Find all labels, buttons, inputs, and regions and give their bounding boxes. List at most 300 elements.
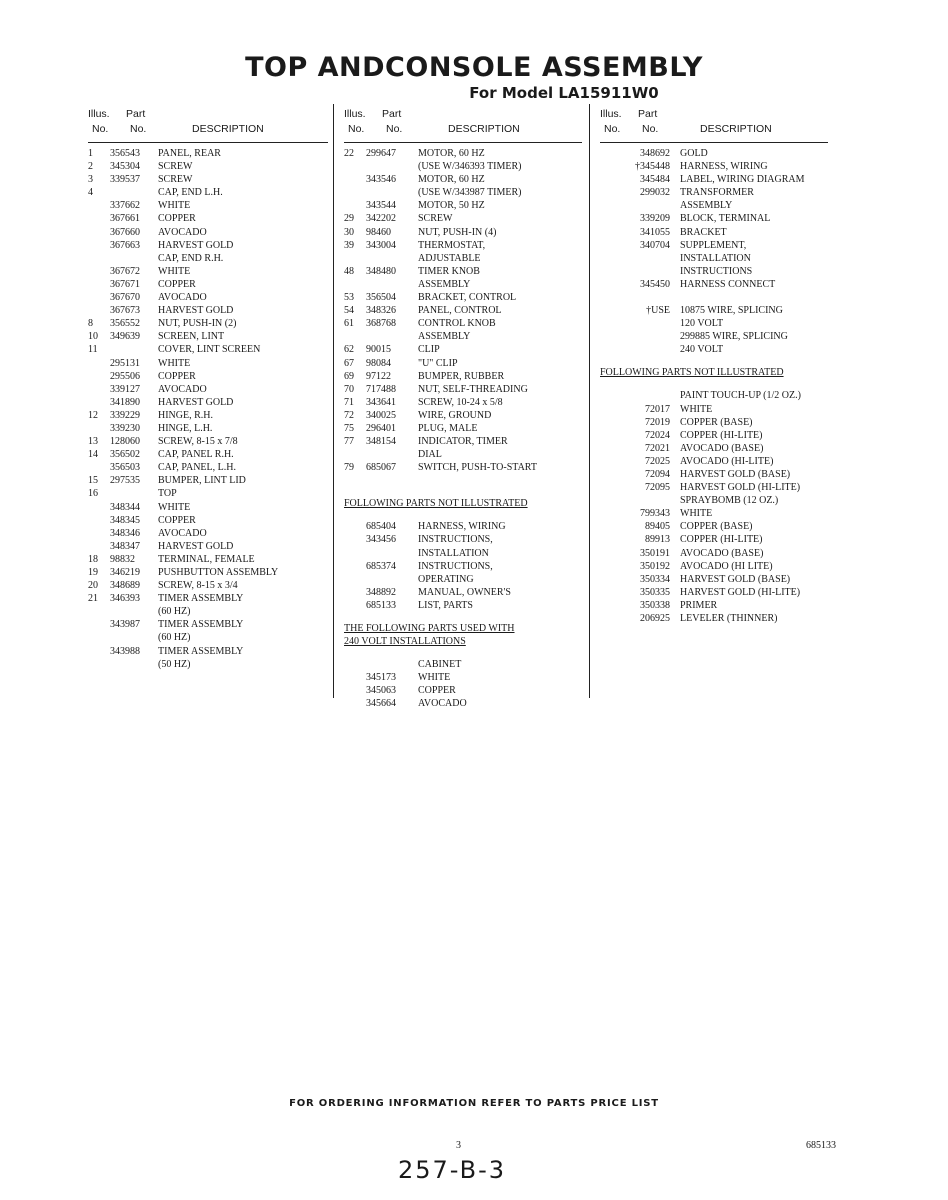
illus-no	[88, 618, 110, 631]
illus-no	[600, 304, 612, 317]
description: "U" CLIP	[418, 357, 458, 369]
part-no: 345173	[366, 672, 396, 684]
part-no	[612, 343, 680, 356]
table-row	[344, 520, 582, 533]
part-no: 350334	[640, 573, 670, 585]
table-row	[344, 396, 582, 409]
table-row	[600, 252, 828, 265]
part-no: 350338	[640, 599, 670, 611]
description: (50 HZ)	[158, 658, 191, 670]
part-no: 296401	[366, 422, 396, 434]
illus-no	[344, 160, 366, 173]
description: AVOCADO (HI-LITE)	[680, 455, 774, 467]
part-no: 339229	[110, 409, 140, 421]
table-row	[600, 317, 828, 330]
illus-no: 54	[344, 305, 354, 317]
description: HARVEST GOLD	[158, 396, 234, 408]
description: BRACKET, CONTROL	[418, 292, 517, 304]
illus-no: 77	[344, 436, 354, 448]
illus-no	[344, 697, 366, 710]
illus-no	[600, 160, 612, 173]
part-no: 348326	[366, 305, 396, 317]
illus-no	[88, 304, 110, 317]
part-no: 89405	[645, 521, 670, 533]
illus-no	[88, 383, 110, 396]
illus-no: 69	[344, 370, 354, 382]
illus-no	[88, 396, 110, 409]
part-no: 350191	[640, 547, 670, 559]
parts-list-240-volt	[344, 658, 582, 710]
part-no: 295506	[110, 370, 140, 382]
description: MANUAL, OWNER'S	[418, 586, 511, 598]
table-row	[88, 487, 328, 500]
illus-no	[88, 239, 110, 252]
table-row	[344, 317, 582, 330]
table-row	[344, 697, 582, 710]
description: MOTOR, 60 HZ	[418, 148, 485, 159]
part-no	[366, 278, 418, 291]
illus-no	[344, 684, 366, 697]
part-no: 343546	[366, 174, 396, 186]
description: COPPER (BASE)	[680, 521, 753, 533]
illus-no	[600, 481, 612, 494]
table-row	[600, 560, 828, 573]
table-row	[88, 147, 328, 160]
description: CAP, END R.H.	[158, 252, 224, 264]
column-header-2	[344, 106, 582, 143]
illus-no	[344, 533, 366, 546]
description: SUPPLEMENT,	[680, 239, 747, 251]
part-no: 348480	[366, 265, 396, 277]
part-no: 339230	[110, 422, 140, 434]
illus-no	[600, 429, 612, 442]
illus-no: 13	[88, 436, 98, 448]
description: HARNESS, WIRING	[418, 521, 506, 533]
table-row	[88, 474, 328, 487]
illus-no	[88, 514, 110, 527]
illus-no	[600, 520, 612, 533]
table-row	[88, 173, 328, 186]
description: WHITE	[680, 508, 713, 520]
table-row	[344, 265, 582, 278]
table-row	[600, 389, 828, 402]
part-no: 343988	[110, 645, 140, 657]
part-no: 72094	[645, 468, 670, 480]
part-no	[366, 252, 418, 265]
part-no	[110, 631, 158, 644]
illus-no	[600, 416, 612, 429]
part-no: 348345	[110, 514, 140, 526]
description: 240 VOLT	[680, 344, 724, 356]
model-subtitle	[0, 84, 948, 102]
table-row	[88, 592, 328, 605]
table-row	[600, 199, 828, 212]
part-no	[110, 186, 158, 199]
table-row	[88, 514, 328, 527]
column-header-3	[600, 106, 828, 143]
table-row	[88, 658, 328, 671]
description: HARVEST GOLD (BASE)	[680, 468, 791, 480]
description: TIMER ASSEMBLY	[158, 619, 244, 631]
description: PUSHBUTTON ASSEMBLY	[158, 567, 279, 578]
table-row	[88, 304, 328, 317]
page-title: TOP ANDCONSOLE ASSEMBLY	[245, 52, 703, 83]
part-no	[612, 291, 680, 304]
part-no: 367670	[110, 292, 140, 304]
no-label: No.	[604, 123, 621, 135]
illus-no	[600, 547, 612, 560]
description: CLIP	[418, 344, 440, 356]
description: COPPER (BASE)	[680, 416, 753, 428]
description: HARNESS, WIRING	[680, 161, 768, 173]
illus-no: 11	[88, 344, 98, 356]
table-row	[600, 442, 828, 455]
table-row	[344, 212, 582, 225]
description: INSTALLATION	[418, 547, 489, 559]
table-row	[88, 226, 328, 239]
description: CONTROL KNOB	[418, 318, 496, 330]
part-no	[612, 494, 680, 507]
part-no: 97122	[366, 370, 391, 382]
part-no: 339537	[110, 174, 140, 186]
part-no	[612, 330, 680, 343]
table-row	[600, 533, 828, 546]
illus-no	[88, 212, 110, 225]
illus-no	[600, 199, 612, 212]
table-row	[88, 579, 328, 592]
table-row	[344, 370, 582, 383]
illus-no	[88, 461, 110, 474]
description: COPPER (HI-LITE)	[680, 534, 763, 546]
illus-no	[600, 252, 612, 265]
description: ADJUSTABLE	[418, 252, 481, 264]
240-volt-note	[344, 622, 582, 648]
illus-no	[344, 520, 366, 533]
table-row	[88, 618, 328, 631]
part-no	[612, 317, 680, 330]
part-no: 345063	[366, 685, 396, 697]
part-no: 72024	[645, 429, 670, 441]
part-no: 356504	[366, 292, 396, 304]
table-row	[344, 533, 582, 546]
illus-no: 72	[344, 409, 354, 421]
part-no: 356502	[110, 449, 140, 461]
part-no: 356503	[110, 462, 140, 474]
illus-no: 79	[344, 462, 354, 474]
description: NUT, PUSH-IN (4)	[418, 226, 497, 238]
illus-no: 18	[88, 553, 98, 565]
illus-no	[600, 291, 612, 304]
illus-no	[600, 586, 612, 599]
table-row	[88, 330, 328, 343]
description: HARNESS CONNECT	[680, 278, 776, 290]
part-no: 685374	[366, 560, 396, 572]
description: AVOCADO	[418, 698, 467, 710]
part-no: 72019	[645, 416, 670, 428]
table-row	[600, 547, 828, 560]
table-row	[600, 468, 828, 481]
part-no	[612, 389, 680, 402]
part-no: 89913	[645, 534, 670, 546]
description: TIMER ASSEMBLY	[158, 593, 244, 605]
illus-no	[88, 527, 110, 540]
illus-no	[600, 403, 612, 416]
description: PANEL, CONTROL	[418, 305, 502, 317]
part-no: 297535	[110, 475, 140, 487]
illus-no: 71	[344, 396, 354, 408]
table-row	[600, 186, 828, 199]
illus-no: 2	[88, 161, 93, 173]
illus-label: Illus.	[344, 108, 366, 120]
description: AVOCADO (BASE)	[680, 442, 764, 454]
illus-no: 29	[344, 213, 354, 225]
illus-no	[600, 494, 612, 507]
not-illustrated-note: FOLLOWING PARTS NOT ILLUSTRATED	[344, 498, 528, 510]
description: PANEL, REAR	[158, 148, 221, 159]
part-no: 345304	[110, 161, 140, 173]
table-row	[600, 330, 828, 343]
description: SPRAYBOMB (12 OZ.)	[680, 495, 779, 507]
illus-no: 10	[88, 331, 98, 343]
part-no: 367660	[110, 226, 140, 238]
illus-no	[88, 252, 110, 265]
part-no	[366, 547, 418, 560]
not-illustrated-note: FOLLOWING PARTS NOT ILLUSTRATED	[600, 367, 784, 379]
illus-no	[88, 291, 110, 304]
part-no: 340704	[640, 239, 670, 251]
description: LIST, PARTS	[418, 599, 473, 611]
description: BRACKET	[680, 226, 727, 238]
description: COPPER	[418, 685, 456, 697]
description: COPPER (HI-LITE)	[680, 429, 763, 441]
part-no: 346219	[110, 567, 140, 578]
part-no: 128060	[110, 436, 140, 448]
description: TERMINAL, FEMALE	[158, 553, 255, 565]
description	[680, 291, 828, 304]
part-no: 350192	[640, 560, 670, 572]
table-row	[600, 212, 828, 225]
table-row	[344, 252, 582, 265]
part-no: 367663	[110, 239, 140, 251]
description: THERMOSTAT,	[418, 239, 486, 251]
description: HINGE, L.H.	[158, 422, 213, 434]
table-row	[600, 599, 828, 612]
description: WHITE	[158, 357, 191, 369]
table-row	[344, 278, 582, 291]
description: WHITE	[158, 265, 191, 277]
illus-no	[344, 186, 366, 199]
part-no	[366, 658, 418, 671]
illus-no	[600, 507, 612, 520]
column-header-1	[88, 106, 328, 143]
description: WHITE	[158, 200, 191, 212]
illus-no	[88, 501, 110, 514]
part-no: 348689	[110, 580, 140, 592]
description: INSTALLATION	[680, 252, 751, 264]
part-no: 342202	[366, 213, 396, 225]
description: CABINET	[418, 659, 462, 670]
description: HARVEST GOLD	[158, 540, 234, 552]
parts-column-2	[344, 106, 582, 710]
part-no: 717488	[366, 383, 396, 395]
table-row	[600, 481, 828, 494]
description: TRANSFORMER	[680, 187, 754, 199]
description: AVOCADO	[158, 226, 207, 238]
illus-no	[600, 343, 612, 356]
illus-no	[344, 599, 366, 612]
part-no: 295131	[110, 357, 140, 369]
part-no: 341055	[640, 226, 670, 238]
table-row	[600, 239, 828, 252]
table-row	[88, 212, 328, 225]
illus-no	[88, 540, 110, 553]
description: ASSEMBLY	[418, 331, 471, 343]
table-row	[344, 186, 582, 199]
illus-no	[600, 317, 612, 330]
description: PLUG, MALE	[418, 422, 478, 434]
illus-no	[88, 631, 110, 644]
description: ASSEMBLY	[680, 200, 733, 212]
description: (60 HZ)	[158, 632, 191, 644]
table-row	[344, 147, 582, 160]
part-label: Part	[382, 108, 402, 120]
table-row	[88, 645, 328, 658]
description: PAINT TOUCH-UP (1/2 OZ.)	[680, 390, 801, 402]
illus-no	[600, 573, 612, 586]
part-no: 299647	[366, 148, 396, 159]
part-no: 343987	[110, 619, 140, 631]
table-row	[600, 160, 828, 173]
table-row	[344, 599, 582, 612]
table-row	[600, 147, 828, 160]
illus-no	[600, 173, 612, 186]
table-row	[88, 605, 328, 618]
illus-no	[344, 252, 366, 265]
illus-no	[600, 455, 612, 468]
table-row	[88, 357, 328, 370]
illus-no: 62	[344, 344, 354, 356]
parts-list-not-illustrated	[600, 389, 828, 625]
table-row	[344, 435, 582, 448]
table-row	[88, 553, 328, 566]
table-row	[344, 160, 582, 173]
illus-no: 19	[88, 567, 98, 578]
illus-no: 8	[88, 318, 93, 330]
part-no	[110, 605, 158, 618]
description: INSTRUCTIONS,	[418, 534, 493, 546]
table-row	[600, 507, 828, 520]
table-row	[344, 343, 582, 356]
description: COPPER	[158, 514, 196, 526]
description: WHITE	[680, 403, 713, 415]
part-no: 350335	[640, 586, 670, 598]
description: HARVEST GOLD (HI-LITE)	[680, 586, 801, 598]
illus-no	[600, 612, 612, 625]
illus-no	[88, 265, 110, 278]
parts-list	[88, 147, 328, 671]
illus-no	[344, 199, 366, 212]
table-row	[344, 560, 582, 573]
part-no: 299032	[640, 187, 670, 199]
illus-no	[344, 658, 366, 671]
part-no: 343456	[366, 534, 396, 546]
column-divider-2	[589, 104, 590, 698]
table-row	[344, 383, 582, 396]
table-row	[88, 291, 328, 304]
table-row	[88, 343, 328, 356]
illus-no: 48	[344, 265, 354, 277]
part-no: 685404	[366, 521, 396, 533]
no-label: No.	[348, 123, 365, 135]
table-row	[600, 278, 828, 291]
part-no	[366, 160, 418, 173]
illus-no: 75	[344, 422, 354, 434]
illus-no	[344, 560, 366, 573]
part-no: 72025	[645, 455, 670, 467]
illus-no	[600, 599, 612, 612]
table-row	[344, 330, 582, 343]
description: SCREW	[418, 213, 453, 225]
illus-no: 21	[88, 593, 98, 605]
description: SCREW, 10-24 x 5/8	[418, 396, 503, 408]
table-row	[88, 409, 328, 422]
description: COVER, LINT SCREEN	[158, 344, 261, 356]
illus-no	[600, 468, 612, 481]
table-row	[344, 173, 582, 186]
table-row	[344, 239, 582, 252]
table-row	[600, 586, 828, 599]
part-no: 72021	[645, 442, 670, 454]
part-no: 367671	[110, 278, 140, 290]
description: INDICATOR, TIMER	[418, 436, 508, 448]
illus-no	[344, 671, 366, 684]
table-row	[88, 396, 328, 409]
illus-no	[600, 389, 612, 402]
part-no: 345484	[640, 174, 670, 186]
illus-no: 16	[88, 488, 98, 500]
part-no: 98832	[110, 553, 135, 565]
description: SWITCH, PUSH-TO-START	[418, 462, 537, 474]
description: NUT, PUSH-IN (2)	[158, 318, 237, 330]
parts-column-1	[88, 106, 328, 671]
description: HARVEST GOLD (BASE)	[680, 573, 791, 585]
no-label: No.	[92, 123, 109, 135]
description: CAP, END L.H.	[158, 187, 223, 199]
part-no: 343544	[366, 200, 396, 212]
page-number: 3	[456, 1140, 461, 1151]
illus-no: 15	[88, 475, 98, 487]
description: CAP, PANEL R.H.	[158, 449, 234, 461]
part-label: Part	[126, 108, 146, 120]
part-no: 348154	[366, 436, 396, 448]
illus-no: 1	[88, 148, 93, 159]
table-row	[600, 403, 828, 416]
description: WIRE, GROUND	[418, 409, 492, 421]
part-no: 348346	[110, 527, 140, 539]
table-row	[600, 226, 828, 239]
ordering-info-footer: FOR ORDERING INFORMATION REFER TO PARTS PRICE LIST	[289, 1098, 659, 1109]
description: AVOCADO	[158, 292, 207, 304]
description: BUMPER, LINT LID	[158, 475, 246, 487]
part-no: 339209	[640, 213, 670, 225]
description: INSTRUCTIONS	[680, 265, 753, 277]
description: SCREEN, LINT	[158, 331, 225, 343]
illus-no	[600, 330, 612, 343]
description: AVOCADO	[158, 527, 207, 539]
description: DIAL	[418, 449, 442, 461]
part-no: 368768	[366, 318, 396, 330]
description: TIMER ASSEMBLY	[158, 645, 244, 657]
